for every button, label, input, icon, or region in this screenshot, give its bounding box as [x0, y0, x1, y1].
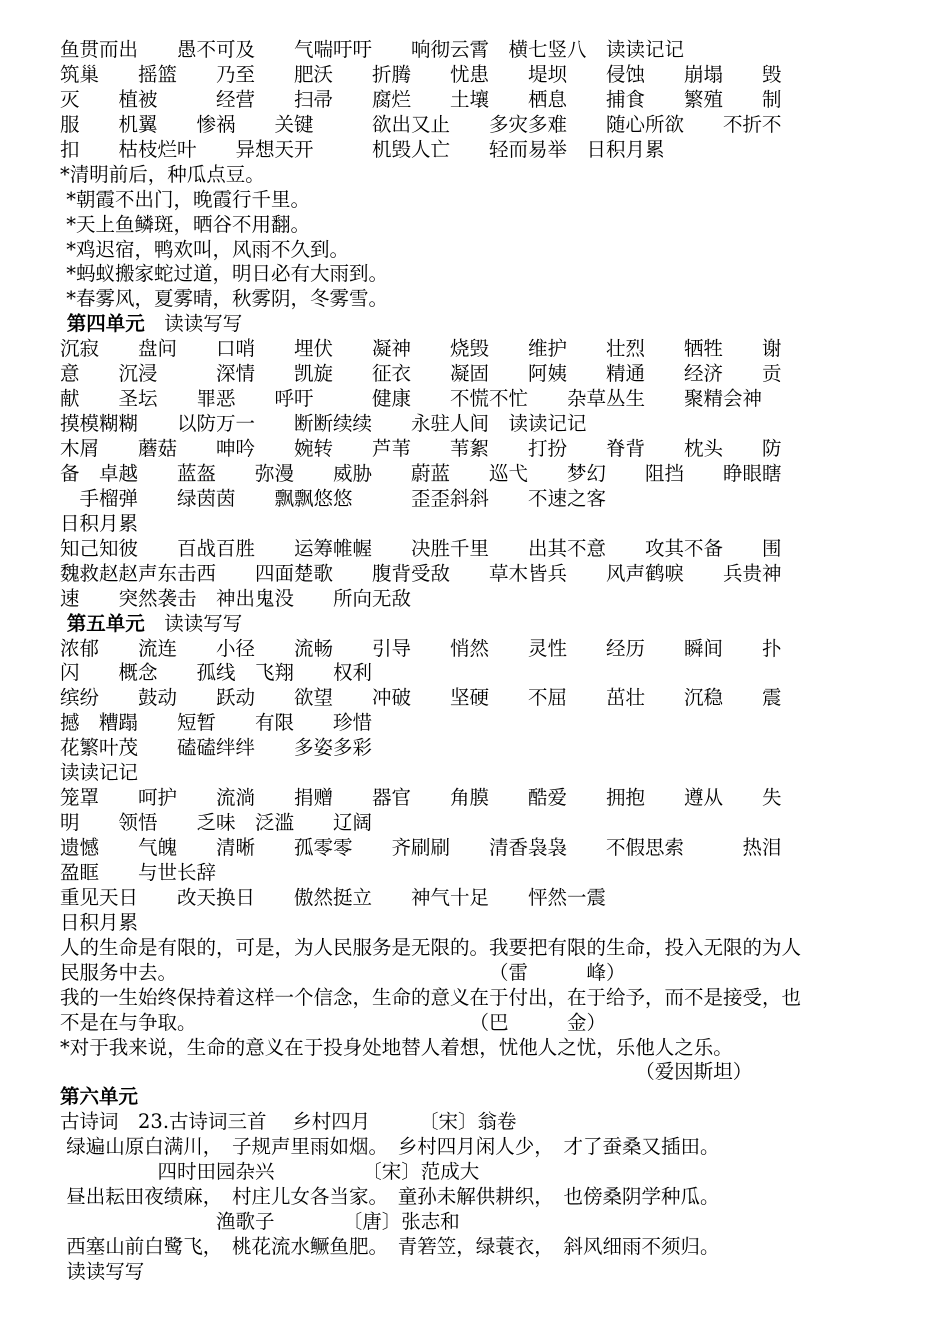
- text-line: [60, 612, 892, 637]
- text-line: 摸模糊糊 以防万一 断断续续 永驻人间 读读记记: [60, 412, 587, 436]
- text-line: *蚂蚁搬家蛇过道，明日必有大雨到。: [60, 262, 388, 286]
- text-line: 民服务中去。 （雷 峰）: [60, 960, 626, 984]
- text-line: 渔歌子 〔唐〕张志和: [60, 1210, 460, 1234]
- text-line: 知己知彼 百战百胜 运筹帷幄 决胜千里 出其不意 攻其不备 围: [60, 536, 782, 560]
- text-line: 不是在与争取。 （巴 金）: [60, 1010, 607, 1034]
- text-line: 灭 植被 经营 扫帚 腐烂 土壤 栖息 捕食 繁殖 制: [60, 87, 782, 111]
- text-line: 速 突然袭击 神出鬼没 所向无敌: [60, 586, 412, 610]
- text-line: 绿遍山原白满川， 子规声里雨如烟。 乡村四月闲人少， 才了蚕桑又插田。: [60, 1135, 720, 1159]
- text-line: 我的一生始终保持着这样一个信念，生命的意义在于付出，在于给予，而不是接受，也: [60, 985, 802, 1009]
- text-line: [60, 1085, 892, 1110]
- section-heading: 第五单元: [60, 611, 145, 635]
- text-line: *春雾风，夏雾晴，秋雾阴，冬雾雪。: [60, 287, 388, 311]
- text-line: 四时田园杂兴 〔宋〕范成大: [60, 1160, 480, 1184]
- text-line: 笼罩 呵护 流淌 捐赠 器官 角膜 酷爱 拥抱 遵从 失: [60, 786, 782, 810]
- section-heading: 第六单元: [60, 1085, 139, 1109]
- text-line: 日积月累: [60, 910, 139, 934]
- text-line: 魏救赵赵声东击西 四面楚歌 腹背受敌 草木皆兵 风声鹤唳 兵贵神: [60, 561, 782, 585]
- text-line: 闪 概念 孤线 飞翔 权利: [60, 661, 373, 685]
- text-line: 重见天日 改天换日 傲然挺立 神气十足 怦然一震: [60, 885, 607, 909]
- text-line: 意 沉浸 深情 凯旋 征衣 凝固 阿姨 精通 经济 贡: [60, 362, 782, 386]
- text-line: 读读记记: [60, 761, 139, 785]
- text-line: 献 圣坛 罪恶 呼吁 健康 不慌不忙 杂草丛生 聚精会神: [60, 387, 763, 411]
- text-line: 撼 糟蹋 短暂 有限 珍惜: [60, 711, 373, 735]
- section-heading: 第四单元: [60, 312, 145, 336]
- text-line: 读读写写: [60, 1259, 145, 1283]
- text-line: 鱼贯而出 愚不可及 气喘吁吁 响彻云霄 横七竖八 读读记记: [60, 38, 685, 61]
- text-line: [60, 312, 892, 337]
- text-line: 备 卓越 蓝盔 弥漫 威胁 蔚蓝 巡弋 梦幻 阻挡 睁眼瞎: [60, 461, 782, 485]
- heading-suffix: 读读写写: [144, 312, 243, 336]
- text-line: 日积月累: [60, 511, 139, 535]
- text-line: 人的生命是有限的，可是，为人民服务是无限的。我要把有限的生命，投入无限的为人: [60, 935, 802, 959]
- text-line: 缤纷 鼓动 跃动 欲望 冲破 坚硬 不屈 茁壮 沉稳 震: [60, 686, 782, 710]
- text-line: （爱因斯坦）: [60, 1060, 753, 1084]
- text-line: 遗憾 气魄 清晰 孤零零 齐刷刷 清香袅袅 不假思索 热泪: [60, 836, 782, 859]
- text-line: 古诗词 23.古诗词三首 乡村四月 〔宋〕翁卷: [60, 1110, 517, 1134]
- text-line: 木屑 蘑菇 呻吟 婉转 芦苇 苇絮 打扮 脊背 枕头 防: [60, 437, 782, 460]
- text-line: *朝霞不出门，晚霞行千里。: [60, 187, 310, 211]
- text-line: 盈眶 与世长辞: [60, 860, 217, 884]
- text-line: 筑巢 摇篮 乃至 肥沃 折腾 忧患 堤坝 侵蚀 崩塌 毁: [60, 62, 782, 86]
- text-line: 明 领悟 乏味 泛滥 辽阔: [60, 811, 373, 835]
- text-line: 西塞山前白鹭飞， 桃花流水鳜鱼肥。 青箬笠，绿蓑衣， 斜风细雨不须归。: [60, 1235, 720, 1258]
- text-line: *对于我来说，生命的意义在于投身处地替人着想，忧他人之忧，乐他人之乐。: [60, 1035, 733, 1059]
- text-line: 花繁叶茂 磕磕绊绊 多姿多彩: [60, 736, 373, 760]
- text-line: *天上鱼鳞斑，晒谷不用翻。: [60, 212, 310, 236]
- text-line: 服 机翼 惨祸 关键 欲出又止 多灾多难 随心所欲 不折不: [60, 112, 782, 136]
- text-line: 扣 枯枝烂叶 异想天开 机毁人亡 轻而易举 日积月累: [60, 137, 665, 161]
- text-line: *清明前后，种瓜点豆。: [60, 162, 265, 186]
- document-body: [60, 38, 892, 1285]
- text-line: 沉寂 盘问 口哨 埋伏 凝神 烧毁 维护 壮烈 牺牲 谢: [60, 337, 782, 361]
- heading-suffix: 读读写写: [144, 611, 243, 635]
- text-line: 浓郁 流连 小径 流畅 引导 悄然 灵性 经历 瞬间 扑: [60, 636, 782, 660]
- text-line: *鸡迟宿，鸭欢叫，风雨不久到。: [60, 237, 349, 261]
- text-line: 手榴弹 绿茵茵 飘飘悠悠 歪歪斜斜 不速之客: [60, 486, 607, 510]
- text-line: 昼出耘田夜绩麻， 村庄儿女各当家。 童孙未解供耕织， 也傍桑阴学种瓜。: [60, 1185, 720, 1209]
